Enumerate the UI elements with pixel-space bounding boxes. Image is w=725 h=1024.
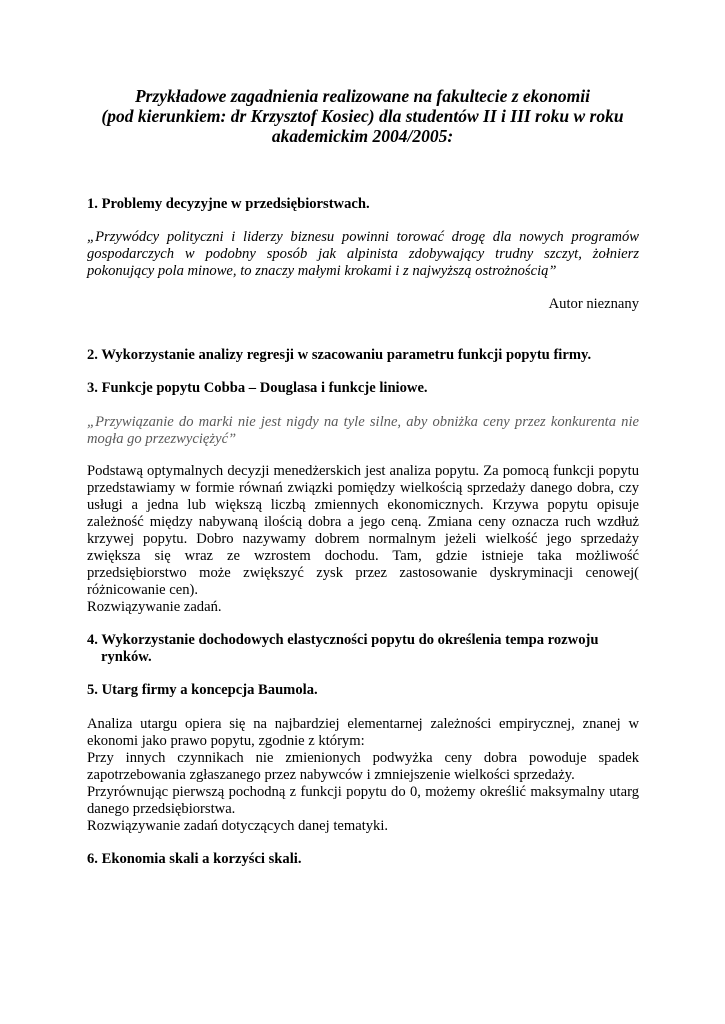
title-line-2: (pod kierunkiem: dr Krzysztof Kosiec) dla studentów II i III roku w roku: [101, 106, 624, 126]
section-4-heading: [87, 632, 639, 666]
section-3-quote: [87, 414, 639, 448]
quote-author: Autor nieznany: [548, 296, 639, 312]
quote-line: pokonujący pola minowe, to znaczy małymi krokami i z najwyższą ostrożnością”: [87, 263, 557, 279]
section-2-heading: 2. Wykorzystanie analizy regresji w szacowaniu parametru funkcji popytu firmy.: [87, 347, 592, 363]
paragraph-line: zależność między nabywaną ilością dobra a jego ceną. Zmiana ceny oznacza ruch wzdłuż: [87, 514, 639, 530]
paragraph-line: zwiększa się wraz ze wzrostem dochodu. Tam, gdzie istnieje taka możliwość: [87, 548, 639, 564]
section-5-heading: 5. Utarg firmy a koncepcja Baumola.: [87, 682, 318, 698]
section-1-heading: 1. Problemy decyzyjne w przedsiębiorstwach.: [87, 196, 370, 212]
paragraph-line: różnicowanie cen).: [87, 582, 199, 598]
paragraph-line: Rozwiązywanie zadań dotyczących danej tematyki.: [87, 818, 389, 834]
paragraph-line: przedsiębiorstwo może zwiększyć zysk przez zastosowanie dyskryminacji cenowej(: [87, 565, 639, 581]
paragraph-line: przedstawiamy w formie równań związki pomiędzy wielkością sprzedaży danego dobra, czy: [87, 480, 639, 496]
paragraph-line: Analiza utargu opiera się na najbardziej elementarnej zależności empirycznej, znanej w: [87, 716, 639, 732]
paragraph-line: Przyrównując pierwszą pochodną z funkcji popytu do 0, możemy określić maksymalny utarg: [87, 784, 639, 800]
quote-line: „Przywódcy polityczni i liderzy biznesu powinni torować drogę dla nowych programów: [87, 229, 639, 245]
title-line-1: Przykładowe zagadnienia realizowane na fakultecie z ekonomii: [134, 86, 590, 106]
paragraph-line: danego przedsiębiorstwa.: [87, 801, 236, 817]
section-1-quote: [87, 229, 639, 280]
section-3-heading: 3. Funkcje popytu Cobba – Douglasa i funkcje liniowe.: [87, 380, 428, 396]
document-title: [60, 86, 665, 146]
quote-line: „Przywiązanie do marki nie jest nigdy na tyle silne, aby obniżka ceny przez konkurenta nie: [87, 414, 639, 430]
section-3-paragraph: [87, 463, 639, 616]
paragraph-line: zapotrzebowania zgłaszanego przez nabywców i zmniejszenie wielkości sprzedaży.: [87, 767, 575, 783]
paragraph-line: Przy innych czynnikach nie zmienionych podwyżka ceny dobra powoduje spadek: [87, 750, 639, 766]
paragraph-line: ekonomi jako prawo popytu, zgodnie z którym:: [87, 733, 365, 749]
section-4-heading-line-2: rynków.: [101, 649, 152, 665]
quote-line: gospodarczych w podobny sposób jak alpinista zdobywający trudny szczyt, żołnierz: [87, 246, 639, 262]
section-6-heading: 6. Ekonomia skali a korzyści skali.: [87, 851, 302, 867]
title-line-3: akademickim 2004/2005:: [271, 126, 454, 146]
section-5-paragraph: [87, 716, 639, 835]
closing-line: Rozwiązywanie zadań.: [87, 599, 222, 615]
section-4-heading-line-1: 4. Wykorzystanie dochodowych elastyczności popytu do określenia tempa rozwoju: [87, 632, 599, 648]
paragraph-line: krzywej popytu. Dobro nazywamy dobrem normalnym jeżeli wielkość jego sprzedaży: [87, 531, 639, 547]
quote-line: mogła go przezwyciężyć”: [87, 431, 237, 447]
paragraph-line: usługi a jedna lub większą liczbą zmiennych ekonomicznych. Krzywa popytu opisuje: [87, 497, 639, 513]
paragraph-line: Podstawą optymalnych decyzji menedżerskich jest analiza popytu. Za pomocą funkcji popytu: [87, 463, 639, 479]
